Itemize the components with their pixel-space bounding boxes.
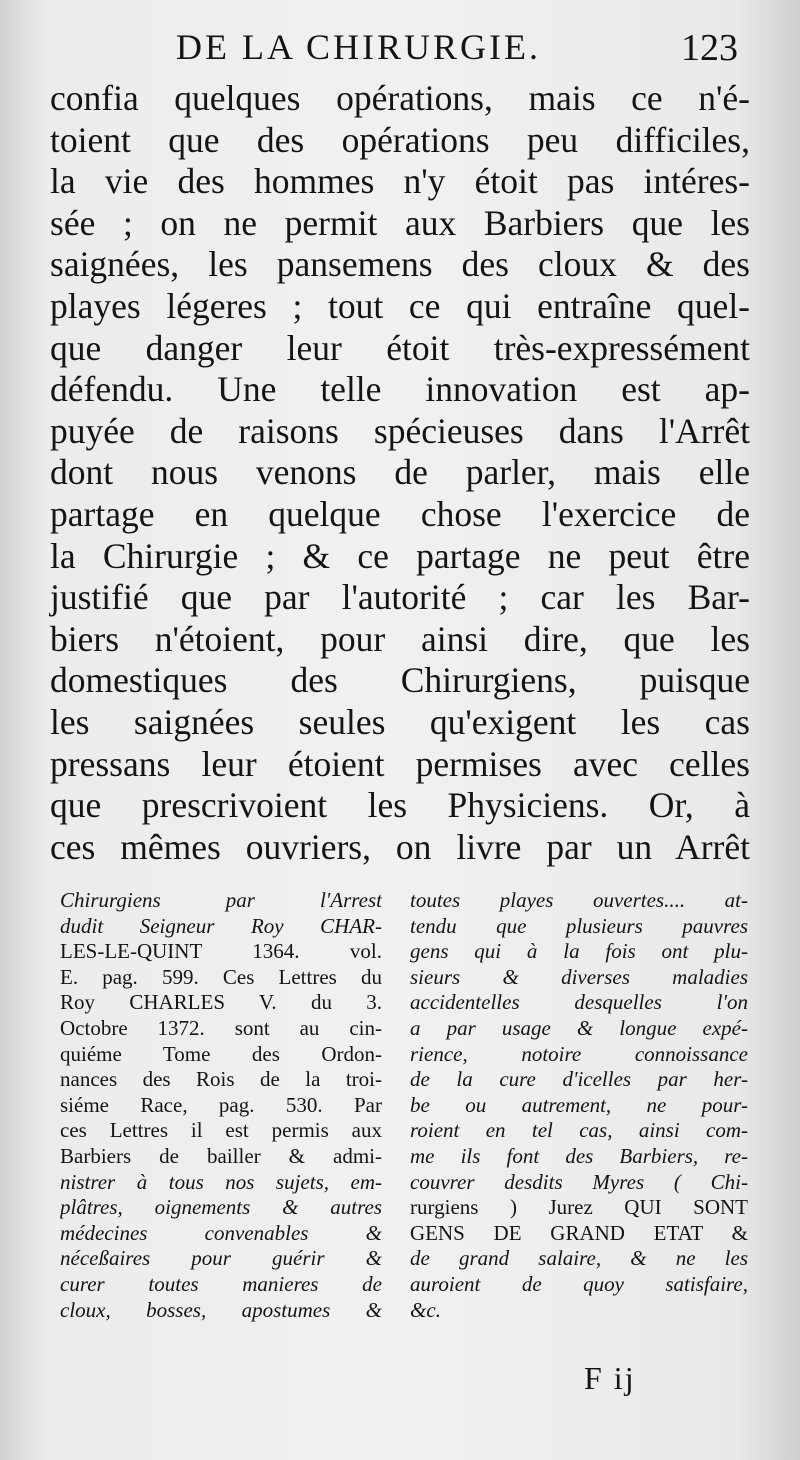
note-line: couvrer desdits Myres ( Chi- <box>410 1169 748 1194</box>
note-line: LES-LE-QUINT 1364. vol. <box>60 939 382 964</box>
note-line: cloux, bosses, apostumes & <box>60 1297 382 1322</box>
note-line: curer toutes manieres de <box>60 1271 382 1296</box>
text-line: ces mêmes ouvriers, on livre par un Arrêt <box>50 826 750 867</box>
note-line: plâtres, oignements & autres <box>60 1195 382 1220</box>
text-line: puyée de raisons spécieuses dans l'Arrêt <box>50 410 750 451</box>
note-line: sieurs & diverses maladies <box>410 964 748 989</box>
footnotes <box>60 888 750 1368</box>
text-line: biers n'étoient, pour ainsi dire, que les <box>50 618 750 659</box>
note-line: de grand salaire, & ne les <box>410 1246 748 1271</box>
note-line: be ou autrement, ne pour- <box>410 1092 748 1117</box>
text-line: que prescrivoient les Physiciens. Or, à <box>50 785 750 826</box>
running-head: DE LA CHIRURGIE. <box>176 27 541 67</box>
note-line: quiéme Tome des Ordon- <box>60 1041 382 1066</box>
page-header <box>176 26 738 74</box>
text-line: pressans leur étoient permises avec celles <box>50 743 750 784</box>
footnote-column-left <box>60 888 382 1323</box>
note-line: de la cure d'icelles par her- <box>410 1067 748 1092</box>
note-line: accidentelles desquelles l'on <box>410 990 748 1015</box>
note-line: &c. <box>410 1297 441 1322</box>
text-line: défendu. Une telle innovation est ap- <box>50 369 750 410</box>
note-line: nances des Rois de la troi- <box>60 1067 382 1092</box>
note-line: auroient de quoy satisfaire, <box>410 1271 748 1296</box>
text-line: confia quelques opérations, mais ce n'é- <box>50 78 750 118</box>
note-line: ces Lettres il est permis aux <box>60 1118 382 1143</box>
text-line: playes légeres ; tout ce qui entraîne quel- <box>50 285 750 326</box>
text-line: saignées, les pansemens des cloux & des <box>50 244 750 285</box>
main-text <box>50 78 750 868</box>
note-line: E. pag. 599. Ces Lettres du <box>60 964 382 989</box>
text-line: la vie des hommes n'y étoit pas intéres- <box>50 161 750 202</box>
note-line: Octobre 1372. sont au cin- <box>60 1015 382 1040</box>
note-line: dudit Seigneur Roy CHAR- <box>60 913 382 938</box>
note-line: me ils font des Barbiers, re- <box>410 1143 748 1168</box>
text-line: la Chirurgie ; & ce partage ne peut être <box>50 535 750 576</box>
text-line: toient que des opérations peu difficiles, <box>50 119 750 160</box>
note-line: roient en tel cas, ainsi com- <box>410 1118 748 1143</box>
note-line: tendu que plusieurs pauvres <box>410 913 748 938</box>
note-line: néceßaires pour guérir & <box>60 1246 382 1271</box>
note-line: a par usage & longue expé- <box>410 1015 748 1040</box>
page-number: 123 <box>681 27 738 69</box>
note-line: GENS DE GRAND ETAT & <box>410 1220 748 1245</box>
text-line: justifié que par l'autorité ; car les Bar- <box>50 577 750 618</box>
note-line: rience, notoire connoissance <box>410 1041 748 1066</box>
text-line: domestiques des Chirurgiens, puisque <box>50 660 750 701</box>
signature-mark: F ij <box>584 1360 636 1396</box>
note-line: gens qui à la fois ont plu- <box>410 939 748 964</box>
text-line: sée ; on ne permit aux Barbiers que les <box>50 202 750 243</box>
note-line: siéme Race, pag. 530. Par <box>60 1092 382 1117</box>
text-line: dont nous venons de parler, mais elle <box>50 452 750 493</box>
note-line: nistrer à tous nos sujets, em- <box>60 1169 382 1194</box>
text-line: que danger leur étoit très-expressément <box>50 327 750 368</box>
note-line: toutes playes ouvertes.... at- <box>410 888 748 912</box>
note-line: Barbiers de bailler & admi- <box>60 1143 382 1168</box>
note-line: rurgiens ) Jurez QUI SONT <box>410 1195 748 1220</box>
note-line: médecines convenables & <box>60 1220 382 1245</box>
footnote-column-right <box>410 888 748 1323</box>
note-line: Chirurgiens par l'Arrest <box>60 888 382 912</box>
note-line: Roy CHARLES V. du 3. <box>60 990 382 1015</box>
text-line: les saignées seules qu'exigent les cas <box>50 701 750 742</box>
text-line: partage en quelque chose l'exercice de <box>50 493 750 534</box>
